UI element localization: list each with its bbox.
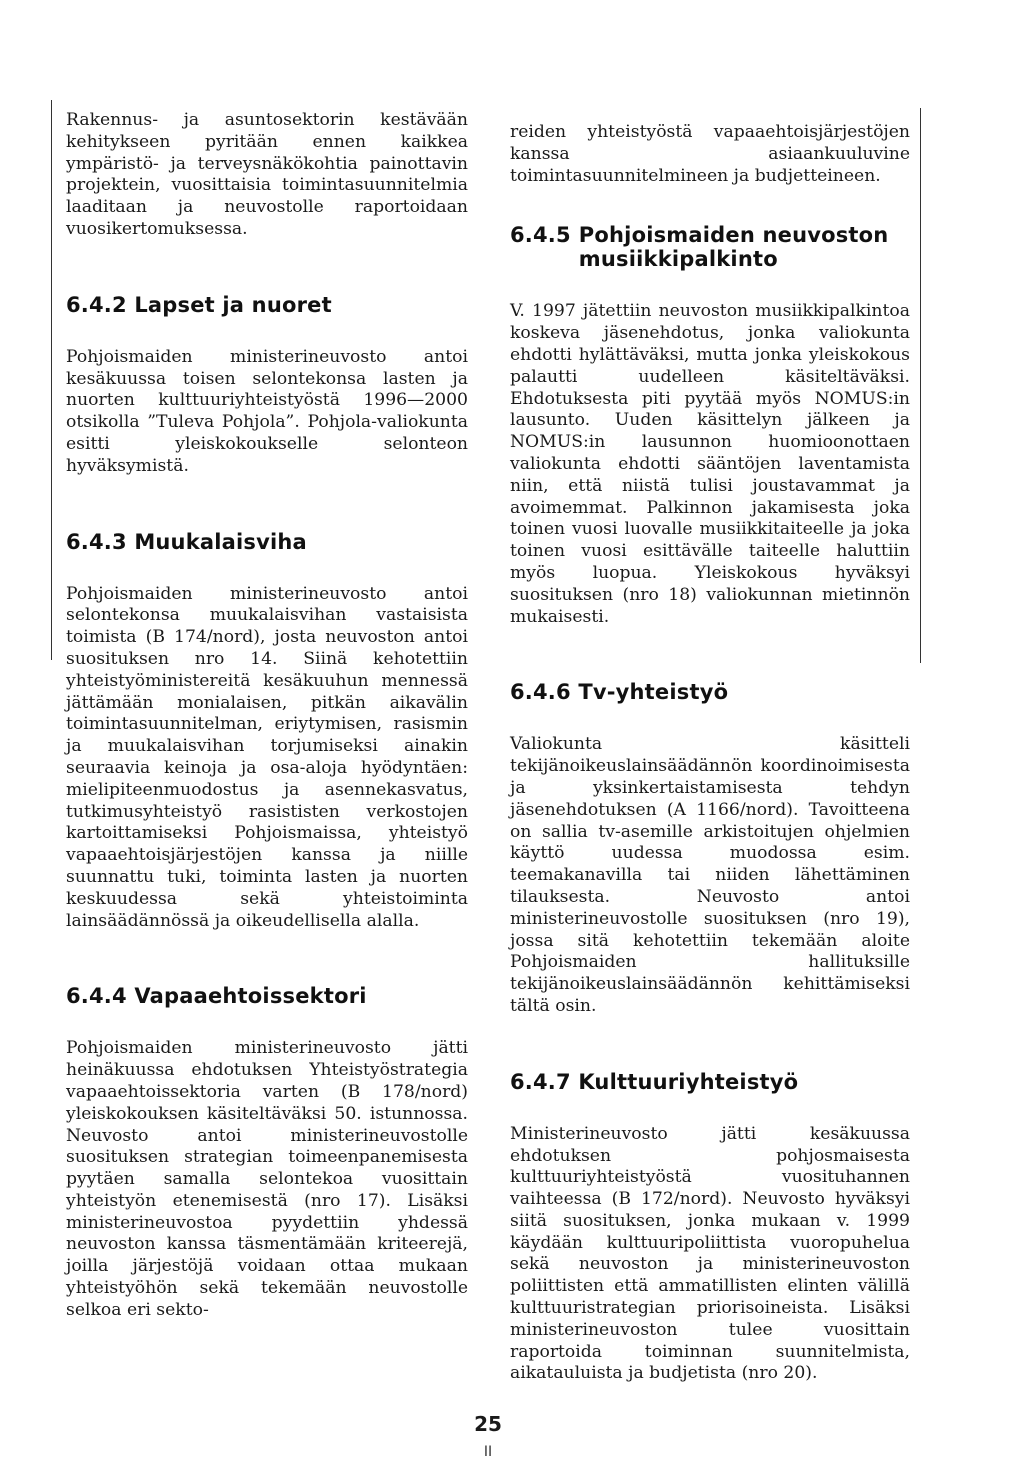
section-body-6-4-2: Pohjoismaiden ministerineuvosto antoi kesäkuussa toisen selontekonsa lasten ja nuorten kulttuuriyhteistyöstä 1996—2000 otsikolla ”Tuleva Pohjola”. Pohjola-valiokunta esitti yleiskokoukselle selonteon hyväksymistä. — [66, 346, 468, 476]
section-heading-6-4-3 — [66, 530, 468, 554]
intro-paragraph: Rakennus- ja asuntosektorin kestävään kehitykseen pyritään ennen kaikkea ympäristö- ja terveysnäkökohtia painottavin projektein, vuosittaisia toimintasuunnitelmia laaditaan ja neuvostolle raportoidaan vuosikertomuksessa. — [66, 110, 468, 239]
section-body-6-4-5: V. 1997 jätettiin neuvoston musiikkipalkintoa koskeva jäsenehdotus, jonka valiokunta ehdotti hylättäväksi, mutta jonka yleiskokous palautti uudelleen käsiteltäväksi. Ehdotuksesta piti pyytää myös NOMUS:in lausunto. Uuden käsittelyn jälkeen ja NOMUS:in lausunnon huomioonottaen valiokunta ehdotti sääntöjen laventamista niin, että niistä tulisi joustavammat ja avoimemmat. Palkinnon jakamisesta joka toinen vuosi luovalle musiikkitaiteelle ja joka toinen vuosi esittävälle taiteelle haluttiin myös luopua. Yleiskokous hyväksyi suosituksen (nro 18) valiokunnan mietinnön mukaisesti. — [510, 301, 910, 627]
section-title: Vapaaehtoissektori — [134, 984, 367, 1009]
left-margin-rule — [51, 100, 52, 660]
page-mark: II — [483, 1444, 493, 1460]
section-number: 6.4.4 — [66, 984, 127, 1009]
section-title: Kulttuuriyhteistyö — [578, 1069, 799, 1094]
section-number: 6.4.5 — [510, 223, 571, 248]
section-heading-6-4-4 — [66, 984, 468, 1008]
section-number: 6.4.6 — [510, 680, 571, 705]
section-heading-6-4-5 — [510, 223, 910, 271]
section-heading-6-4-7 — [510, 1070, 910, 1094]
section-body-6-4-6: Valiokunta käsitteli tekijänoikeuslainsäädännön koordinoimisesta ja yksinkertaistamisesta tehdyn jäsenehdotuksen (A 1166/nord). Tavoitteena on sallia tv-asemille arkistoitujen ohjelmien käyttö uudessa muodossa esim. teemakanavilla tai niiden lähettäminen tilauksesta. Neuvosto antoi ministerineuvostolle suosituksen (nro 19), jossa sitä kehotettiin tekemään aloite Pohjoismaiden hallituksille tekijänoikeuslainsäädännön kehittämiseksi tältä osin. — [510, 734, 910, 1016]
right-column — [510, 122, 910, 1385]
page-number: 25 — [474, 1412, 502, 1436]
section-body-6-4-3: Pohjoismaiden ministerineuvosto antoi selontekonsa muukalaisvihan vastaisista toimista (B 174/nord), josta neuvoston antoi suosituksen nro 14. Siinä kehotettiin yhteistyöministereitä kesäkuuhun mennessä jättämään monialaisen, pitkän aikavälin toimintasuunnitelman, eriytymisen, rasismin ja muukalaisvihan torjumiseksi ainakin seuraavia keinoja ja osa-aloja hyödyntäen: mielipiteenmuodostus ja asennekasvatus, tutkimusyhteistyö rasististen verkostojen kartoittamiseksi Pohjoismaissa, yhteistyö vapaaehtoisjärjestöjen kanssa ja niille suunnattu tuki, toiminta lasten ja nuorten keskuudessa sekä yhteistoiminta lainsäädännössä ja oikeudellisella alalla. — [66, 583, 468, 931]
section-number: 6.4.2 — [66, 292, 127, 317]
section-body-6-4-7: Ministerineuvosto jätti kesäkuussa ehdotuksen pohjosmaisesta kulttuuriyhteistyöstä vuosituhannen vaihteessa (B 172/nord). Neuvosto hyväksyi siitä suosituksen, jonka mukaan v. 1999 käydään kulttuuripoliittista vuoropuhelua sekä neuvoston ja ministerineuvoston poliittisten että ammatillisten elinten välillä kulttuuristrategian priorisoineista. Lisäksi ministerineuvoston tulee vuosittain raportoida toiminnan suunnitelmista, aikatauluista ja budjetista (nro 20). — [510, 1123, 910, 1384]
section-title: Tv-yhteistyö — [578, 680, 729, 705]
left-column — [66, 110, 468, 1322]
section-number: 6.4.7 — [510, 1069, 571, 1094]
section-number: 6.4.3 — [66, 529, 127, 554]
section-title: Muukalaisviha — [134, 529, 307, 554]
section-title: Lapset ja nuoret — [134, 292, 332, 317]
section-heading-6-4-2 — [66, 293, 468, 317]
right-margin-rule — [920, 108, 921, 663]
section-title: Pohjoismaiden neuvoston musiikkipalkinto — [578, 223, 889, 272]
section-body-6-4-4: Pohjoismaiden ministerineuvosto jätti heinäkuussa ehdotuksen Yhteistyöstrategia vapaaehtoissektoria varten (B 178/nord) yleiskokouksen käsiteltäväksi 50. istunnossa. Neuvosto antoi ministerineuvostolle suosituksen strategian toimeenpanemisesta pyytäen samalla selontekoa vuosittain yhteistyön etenemisestä (nro 17). Lisäksi ministerineuvostoa pyydettiin yhdessä neuvoston kanssa täsmentämään kriteerejä, joilla järjestöjä voidaan ottaa mukaan yhteistyöhön sekä tekemään neuvostolle selkoa eri sekto- — [66, 1038, 468, 1320]
section-heading-6-4-6 — [510, 680, 910, 704]
continuation-paragraph: reiden yhteistyöstä vapaaehtoisjärjestöjen kanssa asiaankuuluvine toimintasuunnitelmineen ja budjetteineen. — [510, 122, 910, 186]
